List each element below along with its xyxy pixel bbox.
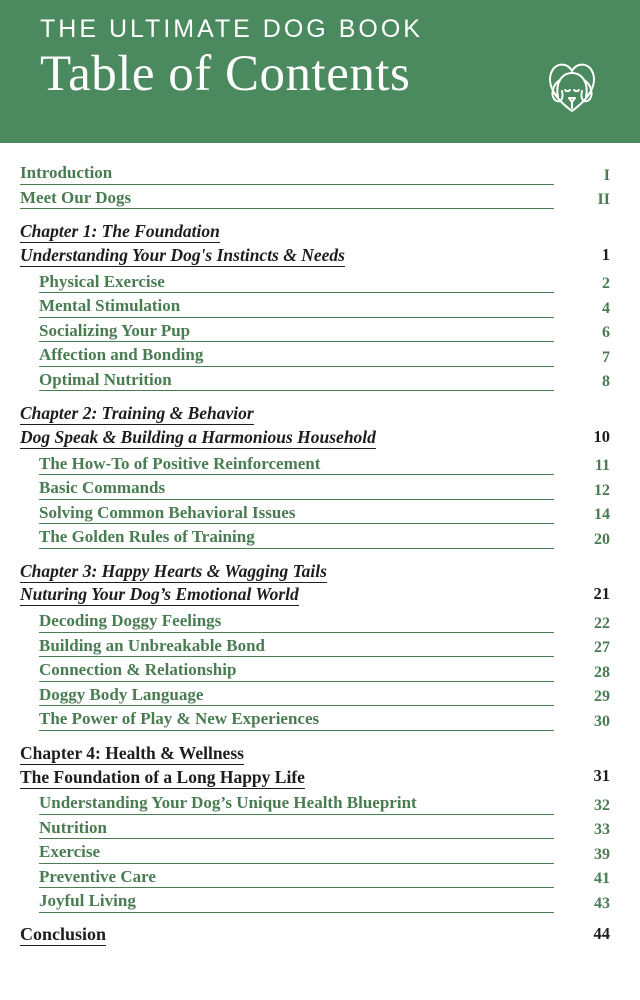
toc-chapter-title-line2: Nuturing Your Dog’s Emotional World — [20, 584, 299, 605]
toc-entry[interactable] — [20, 164, 610, 185]
toc-entry-label: Introduction — [20, 164, 554, 185]
toc-entry[interactable] — [39, 868, 610, 889]
toc-entry-page-number: 22 — [594, 614, 610, 632]
back-matter-list — [20, 924, 610, 945]
toc-entry[interactable] — [39, 322, 610, 343]
toc-entry[interactable] — [39, 686, 610, 707]
toc-entry[interactable] — [20, 189, 610, 210]
toc-chapter-page-number: 31 — [593, 766, 610, 786]
toc-entry-label: The Golden Rules of Training — [39, 528, 554, 549]
chapter-list — [20, 220, 610, 913]
toc-entry-label: Solving Common Behavioral Issues — [39, 504, 554, 525]
toc-chapter-title-line2: The Foundation of a Long Happy Life — [20, 766, 305, 787]
toc-entry-page-number: 11 — [594, 457, 610, 475]
toc-entry[interactable] — [39, 346, 610, 367]
toc-chapter-page-number: 1 — [601, 244, 610, 264]
toc-conclusion-page-number: 44 — [593, 923, 610, 943]
toc-entry-page-number: 28 — [594, 663, 610, 681]
toc-chapter-title-line1: Chapter 4: Health & Wellness — [20, 742, 244, 763]
toc-chapter-heading[interactable] — [20, 220, 610, 268]
toc-chapter-titles — [20, 742, 564, 790]
toc-entry-label: Doggy Body Language — [39, 686, 554, 707]
toc-entry[interactable] — [39, 843, 610, 864]
toc-entry-page-number: 6 — [602, 324, 610, 342]
toc-entry[interactable] — [39, 661, 610, 682]
toc-chapter-group — [20, 402, 610, 549]
toc-entry-page-number: 2 — [602, 275, 610, 293]
toc-chapter-items — [20, 612, 610, 731]
toc-entry[interactable] — [39, 273, 610, 294]
toc-entry-label: Basic Commands — [39, 479, 554, 500]
toc-entry[interactable] — [39, 892, 610, 913]
dog-in-heart-icon — [540, 57, 604, 124]
toc-entry-page-number: 32 — [594, 796, 610, 814]
toc-entry[interactable] — [39, 479, 610, 500]
toc-entry-label: Optimal Nutrition — [39, 371, 554, 392]
toc-entry-label: Understanding Your Dog’s Unique Health Blueprint — [39, 794, 554, 815]
toc-chapter-group — [20, 742, 610, 913]
toc-entry-label: Physical Exercise — [39, 273, 554, 294]
toc-entry-label: Mental Stimulation — [39, 297, 554, 318]
toc-entry-page-number: 12 — [594, 481, 610, 499]
toc-entry-label: Affection and Bonding — [39, 346, 554, 367]
toc-entry-label: Joyful Living — [39, 892, 554, 913]
toc-entry-label: Socializing Your Pup — [39, 322, 554, 343]
toc-entry-page-number: 7 — [602, 348, 610, 366]
toc-entry-label: Meet Our Dogs — [20, 189, 554, 210]
toc-entry-label: Exercise — [39, 843, 554, 864]
toc-entry-label: The How-To of Positive Reinforcement — [39, 455, 554, 476]
toc-entry-label: Nutrition — [39, 819, 554, 840]
toc-conclusion-label: Conclusion — [20, 923, 107, 944]
toc-entry[interactable] — [39, 455, 610, 476]
toc-entry[interactable] — [39, 819, 610, 840]
toc-chapter-group — [20, 560, 610, 731]
toc-entry[interactable] — [39, 371, 610, 392]
toc-entry-label: Decoding Doggy Feelings — [39, 612, 554, 633]
toc-chapter-title-line2: Understanding Your Dog's Instincts & Needs — [20, 244, 345, 265]
toc-entry-page-number: II — [597, 191, 610, 208]
toc-entry-page-number: 41 — [594, 870, 610, 888]
toc-entry-page-number: 39 — [594, 845, 610, 863]
toc-chapter-items — [20, 455, 610, 549]
toc-chapter-group — [20, 220, 610, 391]
toc-entry-label: Connection & Relationship — [39, 661, 554, 682]
toc-entry[interactable] — [39, 612, 610, 633]
toc-entry-page-number: 8 — [602, 373, 610, 391]
toc-chapter-title-line1: Chapter 3: Happy Hearts & Wagging Tails — [20, 560, 327, 581]
toc-entry[interactable] — [39, 504, 610, 525]
toc-chapter-items — [20, 794, 610, 913]
page-header — [0, 0, 640, 143]
toc-entry-page-number: 4 — [602, 299, 610, 317]
toc-entry-label: Preventive Care — [39, 868, 554, 889]
toc-entry[interactable] — [39, 297, 610, 318]
table-of-contents — [0, 143, 640, 945]
toc-chapter-titles — [20, 402, 564, 450]
toc-chapter-heading[interactable] — [20, 560, 610, 608]
toc-entry[interactable] — [39, 637, 610, 658]
toc-chapter-titles — [20, 560, 564, 608]
toc-entry-label: The Power of Play & New Experiences — [39, 710, 554, 731]
toc-chapter-title-line1: Chapter 2: Training & Behavior — [20, 403, 254, 424]
toc-chapter-page-number: 10 — [593, 426, 610, 446]
toc-entry-label: Building an Unbreakable Bond — [39, 637, 554, 658]
toc-chapter-heading[interactable] — [20, 402, 610, 450]
toc-chapter-title-line2: Dog Speak & Building a Harmonious Household — [20, 426, 376, 447]
toc-entry-page-number: I — [603, 166, 610, 184]
toc-entry[interactable] — [39, 710, 610, 731]
toc-entry-page-number: 20 — [594, 530, 610, 548]
toc-entry-page-number: 30 — [594, 712, 610, 730]
toc-entry-page-number: 33 — [594, 821, 610, 839]
toc-chapter-page-number: 21 — [593, 584, 610, 604]
toc-chapter-items — [20, 273, 610, 392]
toc-entry-page-number: 29 — [594, 688, 610, 706]
toc-entry[interactable] — [39, 794, 610, 815]
book-title: THE ULTIMATE DOG BOOK — [40, 15, 423, 43]
toc-chapter-title-line1: Chapter 1: The Foundation — [20, 221, 220, 241]
toc-conclusion-entry[interactable] — [20, 924, 610, 945]
toc-entry[interactable] — [39, 528, 610, 549]
page-title: Table of Contents — [40, 46, 411, 102]
toc-chapter-heading[interactable] — [20, 742, 610, 790]
front-matter-list — [20, 164, 610, 209]
toc-entry-page-number: 43 — [594, 894, 610, 912]
toc-entry-page-number: 14 — [594, 506, 610, 524]
toc-entry-page-number: 27 — [594, 639, 610, 657]
toc-chapter-titles — [20, 220, 564, 268]
